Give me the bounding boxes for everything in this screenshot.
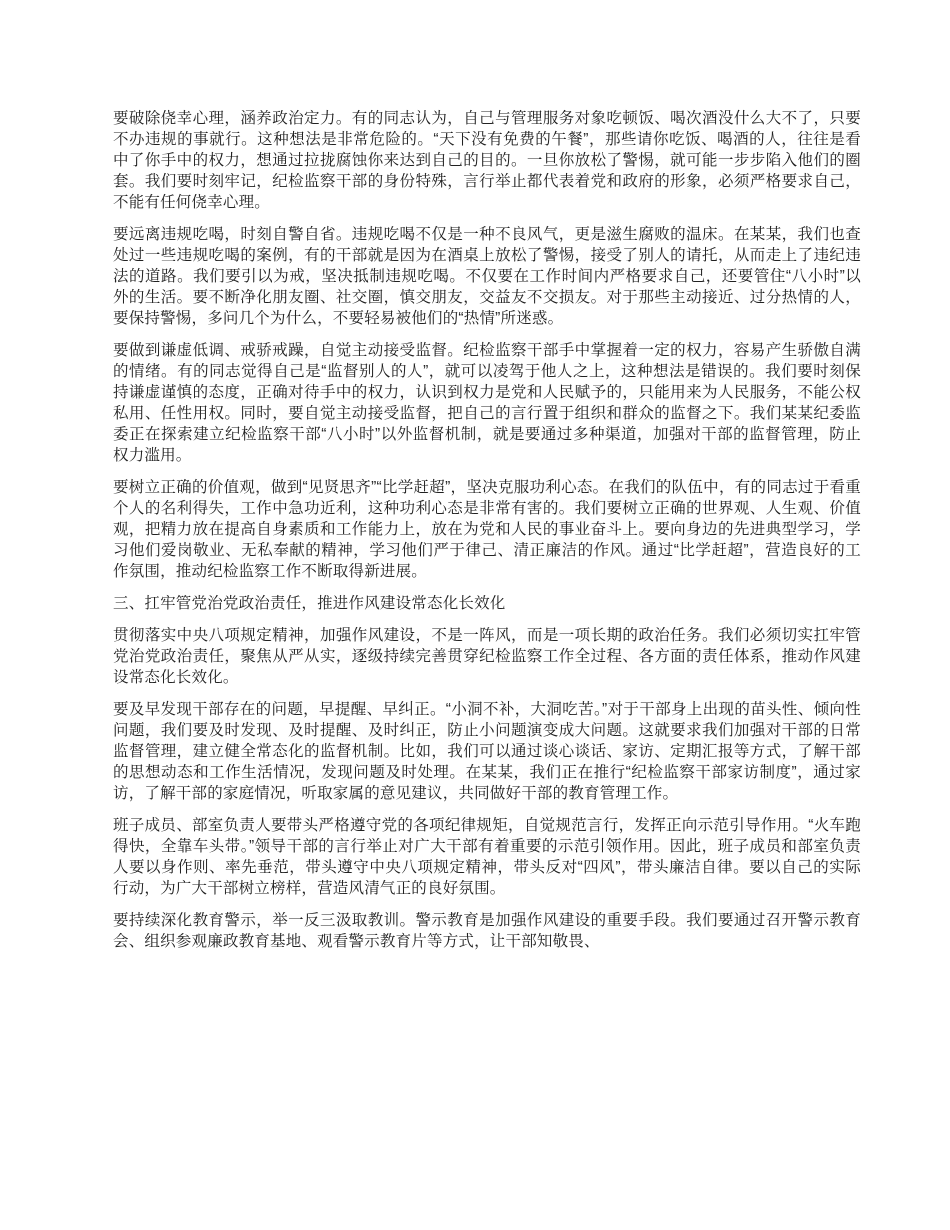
paragraph: 要持续深化教育警示，举一反三汲取教训。警示教育是加强作风建设的重要手段。我们要通过召开警示教育会、组织参观廉政教育基地、观看警示教育片等方式，让干部知敬畏、 (113, 912, 861, 950)
paragraph: 贯彻落实中央八项规定精神，加强作风建设，不是一阵风，而是一项长期的政治任务。我们必须切实扛牢管党治党政治责任，聚焦从严从实，逐级持续完善贯穿纪检监察工作全过程、各方面的责任体系，推动作风建设常态化长效化。 (113, 627, 861, 686)
paragraph: 要及早发现干部存在的问题，早提醒、早纠正。“小洞不补，大洞吃苦。”对于干部身上出现的苗头性、倾向性问题，我们要及时发现、及时提醒、及时纠正，防止小问题演变成大问题。这就要求我们加强对干部的日常监督管理，建立健全常态化的监督机制。比如，我们可以通过谈心谈话、家访、定期汇报等方式，了解干部的思想动态和工作生活情况，发现问题及时处理。在某某，我们正在推行“纪检监察干部家访制度”，通过家访，了解干部的家庭情况，听取家属的意见建议，共同做好干部的教育管理工作。 (113, 701, 861, 802)
section-heading: 三、扛牢管党治党政治责任，推进作风建设常态化长效化 (113, 595, 506, 612)
paragraph: 要做到谦虚低调、戒骄戒躁，自觉主动接受监督。纪检监察干部手中掌握着一定的权力，容易产生骄傲自满的情绪。有的同志觉得自己是“监督别人的人”，就可以凌驾于他人之上，这种想法是错误的。我们要时刻保持谦虚谨慎的态度，正确对待手中的权力，认识到权力是党和人民赋予的，只能用来为人民服务，不能公权私用、任性用权。同时，要自觉主动接受监督，把自己的言行置于组织和群众的监督之下。我们某某纪委监委正在探索建立纪检监察干部“八小时”以外监督机制，就是要通过多种渠道，加强对干部的监督管理，防止权力滥用。 (113, 342, 861, 464)
paragraph: 要远离违规吃喝，时刻自警自省。违规吃喝不仅是一种不良风气，更是滋生腐败的温床。在某某，我们也查处过一些违规吃喝的案例，有的干部就是因为在酒桌上放松了警惕，接受了别人的请托，从而走上了违纪违法的道路。我们要引以为戒，坚决抵制违规吃喝。不仅要在工作时间内严格要求自己，还要管住“八小时”以外的生活。要不断净化朋友圈、社交圈，慎交朋友，交益友不交损友。对于那些主动接近、过分热情的人，要保持警惕，多问几个为什么，不要轻易被他们的“热情”所迷惑。 (113, 226, 861, 327)
paragraph: 要破除侥幸心理，涵养政治定力。有的同志认为，自己与管理服务对象吃顿饭、喝次酒没什么大不了，只要不办违规的事就行。这种想法是非常危险的。“天下没有免费的午餐”，那些请你吃饭、喝酒的人，往往是看中了你手中的权力，想通过拉拢腐蚀你来达到自己的目的。一旦你放松了警惕，就可能一步步陷入他们的圈套。我们要时刻牢记，纪检监察干部的身份特殊，言行举止都代表着党和政府的形象，必须严格要求自己，不能有任何侥幸心理。 (113, 110, 861, 211)
paragraph: 要树立正确的价值观，做到“见贤思齐”“比学赶超”，坚决克服功利心态。在我们的队伍中，有的同志过于看重个人的名利得失，工作中急功近利，这种功利心态是非常有害的。我们要树立正确的世界观、人生观、价值观，把精力放在提高自身素质和工作能力上，放在为党和人民的事业奋斗上。要向身边的先进典型学习，学习他们爱岗敬业、无私奉献的精神，学习他们严于律己、清正廉洁的作风。通过“比学赶超”，营造良好的工作氛围，推动纪检监察工作不断取得新进展。 (113, 479, 861, 580)
paragraph: 班子成员、部室负责人要带头严格遵守党的各项纪律规矩，自觉规范言行，发挥正向示范引导作用。“火车跑得快，全靠车头带。”领导干部的言行举止对广大干部有着重要的示范引领作用。因此，班子成员和部室负责人要以身作则、率先垂范，带头遵守中央八项规定精神，带头反对“四风”，带头廉洁自律。要以自己的实际行动，为广大干部树立榜样，营造风清气正的良好氛围。 (113, 817, 861, 897)
document-text-area (113, 108, 861, 963)
